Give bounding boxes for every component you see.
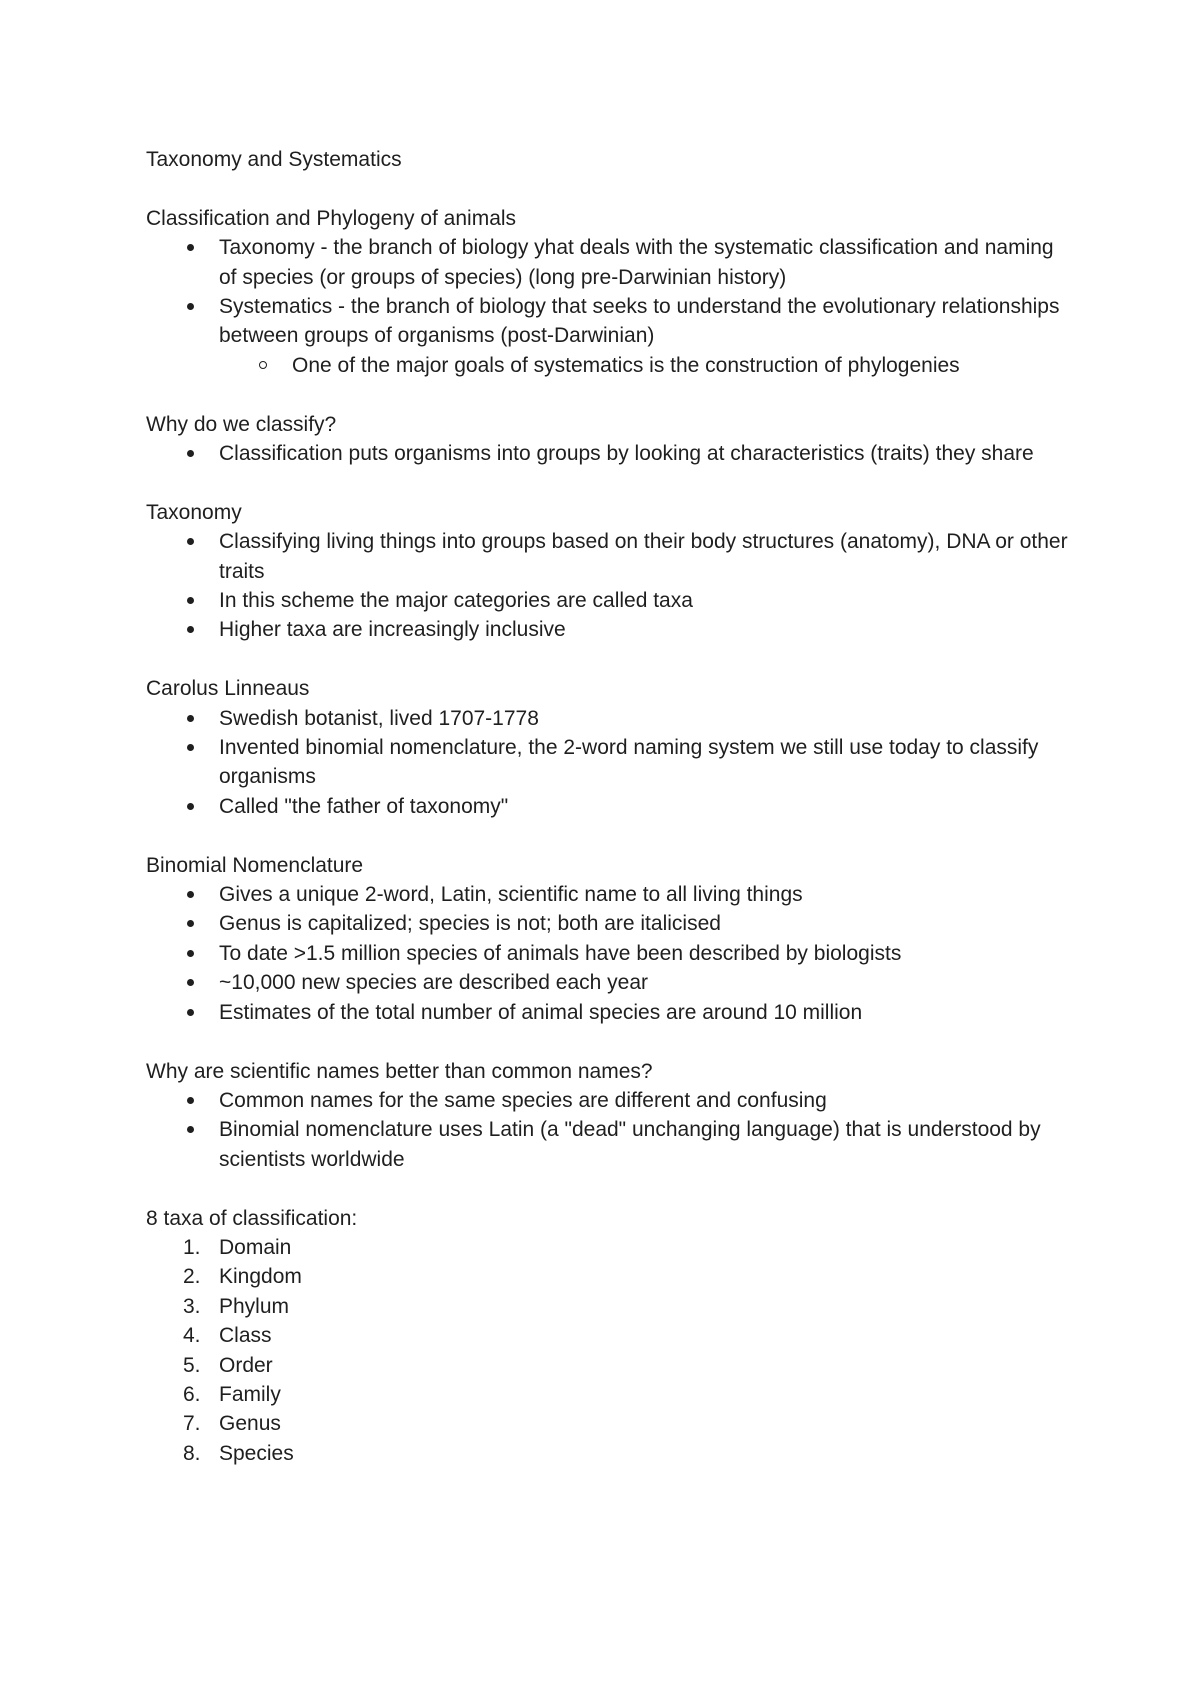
section-heading: Taxonomy bbox=[146, 500, 242, 524]
list-number: 1. bbox=[183, 1235, 201, 1259]
list-item-text: Genus bbox=[219, 1412, 281, 1436]
list-item bbox=[146, 1233, 1076, 1262]
spacer bbox=[146, 821, 1076, 850]
list-item-text: Kingdom bbox=[219, 1265, 302, 1289]
list-item bbox=[146, 1292, 1076, 1321]
list-item: Genus is capitalized; species is not; both are italicised bbox=[146, 909, 1076, 938]
list-item bbox=[146, 1351, 1076, 1380]
document-page bbox=[146, 145, 1076, 1468]
list-item: Swedish botanist, lived 1707-1778 bbox=[146, 704, 1076, 733]
spacer bbox=[146, 1174, 1076, 1203]
sub-list-item: One of the major goals of systematics is the construction of phylogenies bbox=[146, 351, 1076, 380]
numbered-list bbox=[146, 1233, 1076, 1468]
list-item bbox=[146, 1262, 1076, 1291]
list-number: 6. bbox=[183, 1382, 201, 1406]
section-heading: Binomial Nomenclature bbox=[146, 853, 364, 877]
list-item: Binomial nomenclature uses Latin (a "dead" unchanging language) that is understood by scientists worldwide bbox=[146, 1115, 1076, 1174]
list-item: To date >1.5 million species of animals have been described by biologists bbox=[146, 939, 1076, 968]
list-item-text: Class bbox=[219, 1324, 272, 1348]
list-number: 4. bbox=[183, 1324, 201, 1348]
section-heading: Classification and Phylogeny of animals bbox=[146, 206, 517, 230]
list-item-text: Order bbox=[219, 1353, 273, 1377]
list-item bbox=[146, 1439, 1076, 1468]
section-heading: Carolus Linneaus bbox=[146, 677, 310, 701]
list-item: ~10,000 new species are described each year bbox=[146, 968, 1076, 997]
list-item-text: Species bbox=[219, 1441, 294, 1465]
list-item bbox=[146, 1380, 1076, 1409]
list-number: 7. bbox=[183, 1412, 201, 1436]
spacer bbox=[146, 645, 1076, 674]
bullet-list bbox=[146, 527, 1076, 645]
section-heading: 8 taxa of classification: bbox=[146, 1206, 358, 1230]
bullet-list bbox=[146, 1086, 1076, 1174]
list-item-text: Domain bbox=[219, 1235, 292, 1259]
bullet-list bbox=[146, 439, 1076, 468]
document-title: Taxonomy and Systematics bbox=[146, 148, 402, 171]
list-number: 8. bbox=[183, 1441, 201, 1465]
list-number: 5. bbox=[183, 1353, 201, 1377]
spacer bbox=[146, 1027, 1076, 1056]
list-number: 3. bbox=[183, 1294, 201, 1318]
list-item-text: Phylum bbox=[219, 1294, 290, 1318]
section-heading: Why are scientific names better than common names? bbox=[146, 1059, 653, 1083]
list-item: Classification puts organisms into groups by looking at characteristics (traits) they share bbox=[146, 439, 1076, 468]
list-number: 2. bbox=[183, 1265, 201, 1289]
list-item: In this scheme the major categories are called taxa bbox=[146, 586, 1076, 615]
spacer bbox=[146, 174, 1076, 203]
section-heading: Why do we classify? bbox=[146, 412, 337, 436]
bullet-list bbox=[146, 704, 1076, 822]
bullet-list bbox=[146, 233, 1076, 380]
bullet-list bbox=[146, 880, 1076, 1027]
list-item: Called "the father of taxonomy" bbox=[146, 792, 1076, 821]
list-item bbox=[146, 1409, 1076, 1438]
list-item: Invented binomial nomenclature, the 2-word naming system we still use today to classify organisms bbox=[146, 733, 1076, 792]
list-item-text: Family bbox=[219, 1382, 281, 1406]
list-item: Systematics - the branch of biology that seeks to understand the evolutionary relationships between groups of organisms (post-Darwinian) bbox=[146, 292, 1076, 351]
spacer bbox=[146, 468, 1076, 497]
list-item: Estimates of the total number of animal species are around 10 million bbox=[146, 998, 1076, 1027]
list-item: Classifying living things into groups based on their body structures (anatomy), DNA or other traits bbox=[146, 527, 1076, 586]
list-item: Taxonomy - the branch of biology yhat deals with the systematic classification and naming of species (or groups of species) (long pre-Darwinian history) bbox=[146, 233, 1076, 292]
list-item bbox=[146, 1321, 1076, 1350]
list-item: Common names for the same species are different and confusing bbox=[146, 1086, 1076, 1115]
list-item: Gives a unique 2-word, Latin, scientific name to all living things bbox=[146, 880, 1076, 909]
spacer bbox=[146, 380, 1076, 409]
list-item: Higher taxa are increasingly inclusive bbox=[146, 615, 1076, 644]
